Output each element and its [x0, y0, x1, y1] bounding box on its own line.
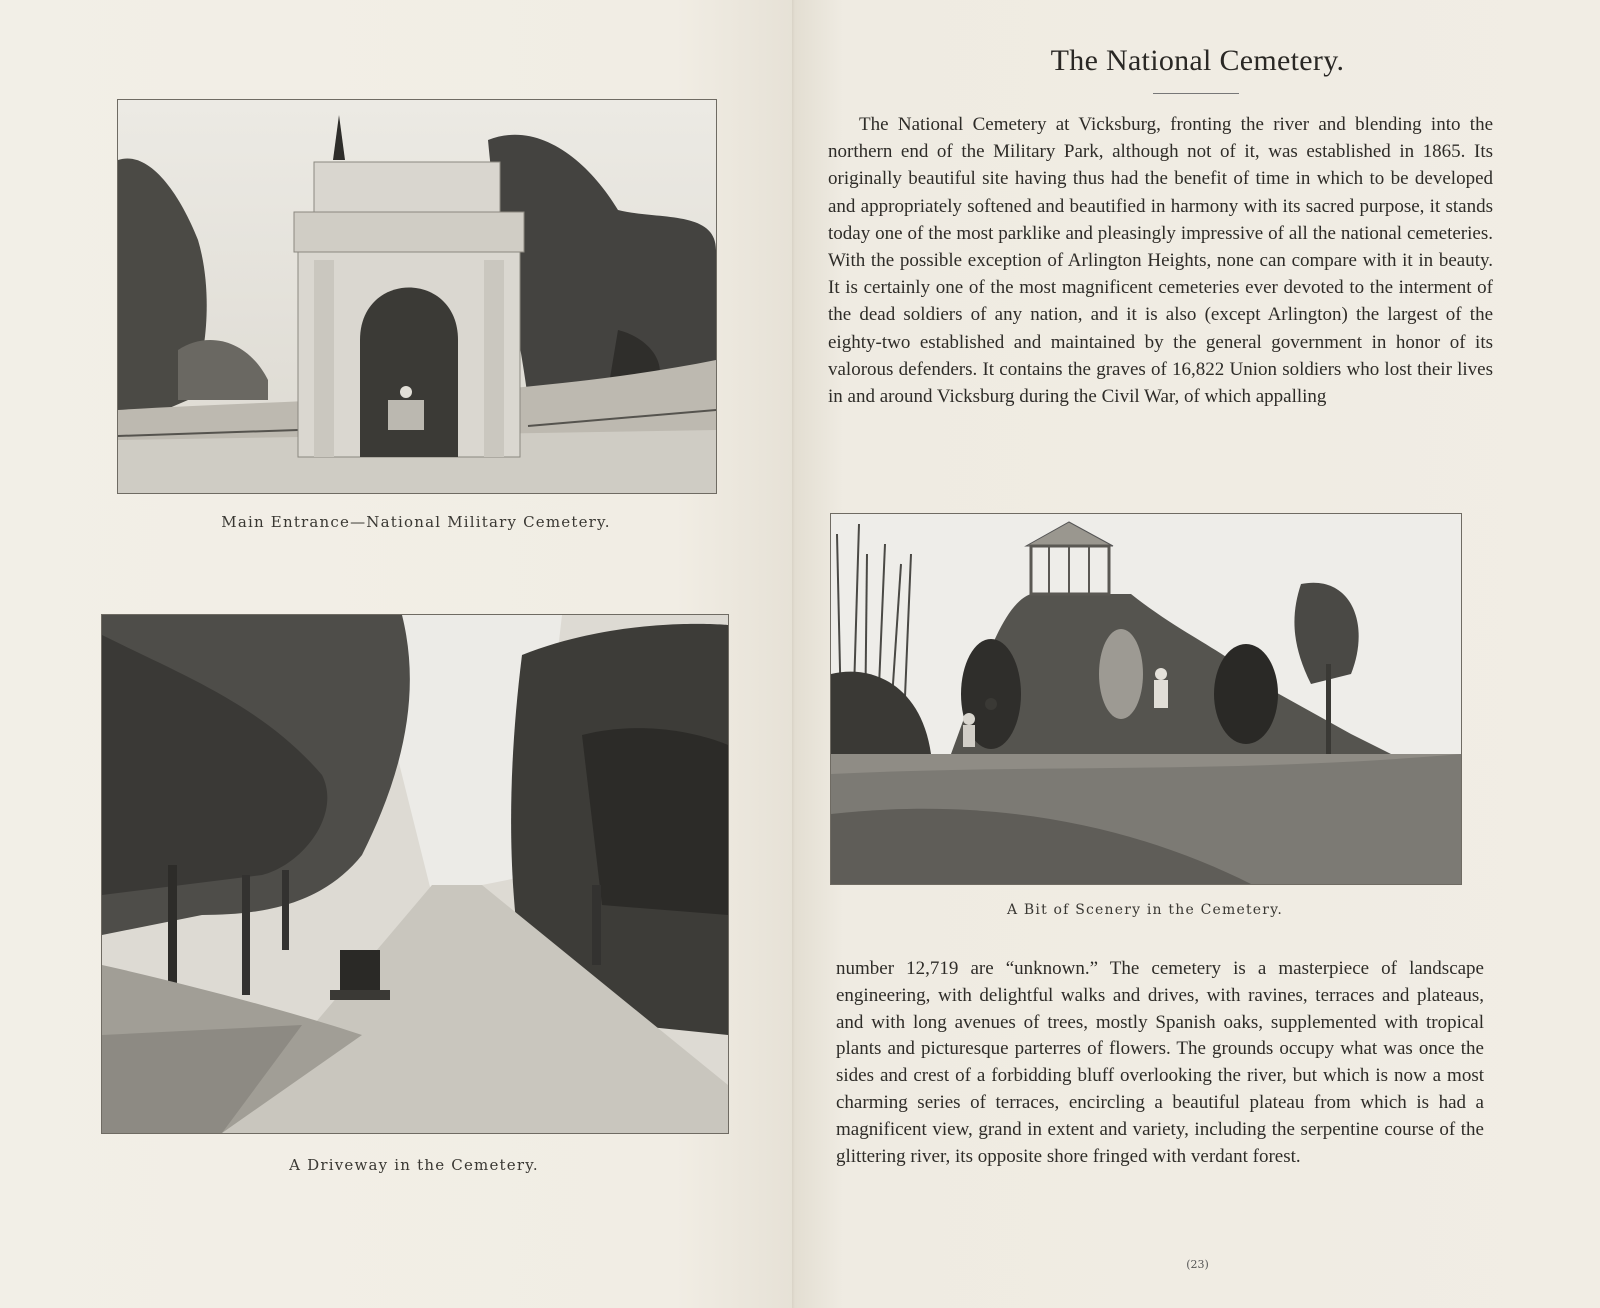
photo-caption-driveway: A Driveway in the Cemetery. [289, 1156, 539, 1174]
body-paragraph-1: The National Cemetery at Vicksburg, fronting the river and blending into the northern end of the Military Park, although not of it, was established in 1865. Its originally beautiful site having thus had the benefit of time in which to be developed and appropriately softened and beautified in harmony with its sacred purpose, it stands today one of the most parklike and pleasingly impressive of all the national cemeteries. With the possible exception of Arlington Heights, none can compare with it in beauty. It is certainly one of the most magnificent cemeteries ever devoted to the interment of the dead soldiers of any nation, and it is also (except Arlington) the largest of the eighty-two established and maintained by the general government in honor of its valorous defenders. It contains the graves of 16,822 Union soldiers who lost their lives in and around Vicksburg during the Civil War, of which appalling [828, 114, 1493, 408]
page-title: The National Cemetery. [1050, 44, 1345, 77]
page-number: (23) [1186, 1258, 1209, 1271]
tree-lined-road-photo-icon [102, 615, 728, 1133]
photo-caption-main-entrance: Main Entrance—National Military Cemetery. [221, 513, 611, 531]
right-page [795, 0, 1600, 1308]
photo-caption-scenery: A Bit of Scenery in the Cemetery. [1006, 902, 1284, 918]
main-entrance-photo [117, 99, 717, 494]
gazebo-hill-photo-icon [831, 514, 1461, 884]
scenery-photo [830, 513, 1462, 885]
driveway-photo [101, 614, 729, 1134]
arch-gate-photo-icon [118, 100, 716, 493]
title-divider [1153, 93, 1239, 94]
left-page [0, 0, 795, 1308]
body-paragraph-2: number 12,719 are “unknown.” The cemetery is a masterpiece of landscape engineering, with delightful walks and drives, with ravines, terraces and plateaus, and with long avenues of trees, mostly Spanish oaks, supplemented with tropical plants and picturesque parterres of flowers. The grounds occupy what was once the sides and crest of a forbidding bluff overlooking the river, but which is now a most charming series of terraces, encircling a beautiful plateau from which is had a magnificent view, grand in extent and variety, including the serpentine course of the glittering river, its opposite shore fringed with verdant forest. [836, 958, 1484, 1167]
